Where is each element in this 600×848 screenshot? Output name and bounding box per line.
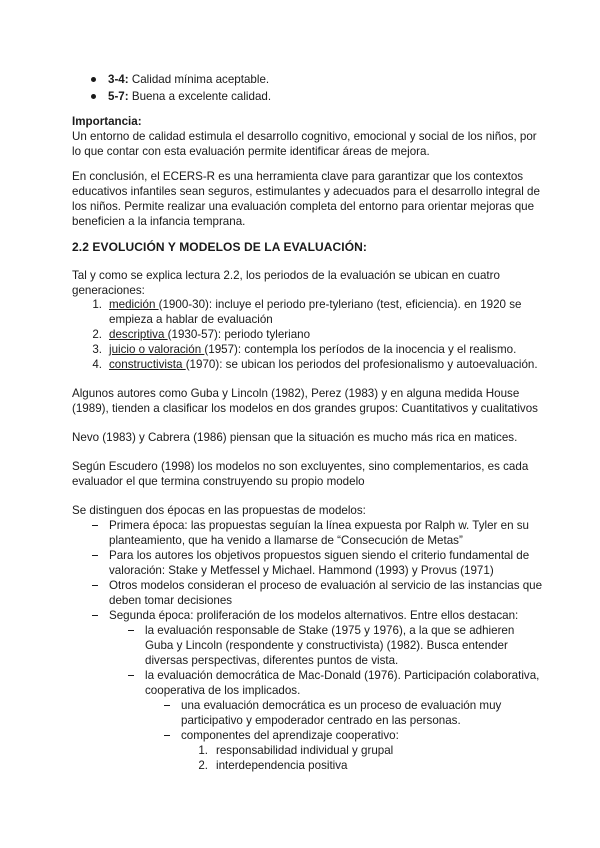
- paragraph-line: lo que contar con esta evaluación permite identificar áreas de mejora.: [72, 145, 430, 158]
- importancia-heading: Importancia:: [72, 115, 142, 128]
- list-number: 4.: [92, 358, 102, 371]
- dash-marker: [164, 735, 170, 736]
- bullet-text: Buena a excelente calidad.: [128, 90, 272, 103]
- list-term: juicio o valoración: [109, 343, 205, 356]
- list-number: 3.: [92, 343, 102, 356]
- paragraph-line: Nevo (1983) y Cabrera (1986) piensan que la situación es mucho más rica en matices.: [72, 431, 518, 444]
- component-item: interdependencia positiva: [216, 759, 348, 772]
- section-heading: 2.2 EVOLUCIÓN Y MODELOS DE LA EVALUACIÓN:: [72, 240, 368, 254]
- dash-marker: [92, 525, 98, 526]
- paragraph-line: Tal y como se explica lectura 2.2, los periodos de la evaluación se ubican en cuatro: [72, 269, 500, 282]
- bullet-dot: [91, 94, 96, 99]
- bullet-bold: 3-4:: [108, 73, 129, 86]
- sub-item-line: diversas perspectivas, diferentes puntos de vista.: [145, 654, 399, 667]
- list-number: 2.: [198, 759, 208, 772]
- sub-item-line: la evaluación democrática de Mac-Donald (1976). Participación colaborativa,: [145, 669, 540, 682]
- dash-item-line: Primera época: las propuestas seguían la línea expuesta por Ralph w. Tyler en su: [109, 519, 529, 532]
- dash-marker: [128, 675, 134, 676]
- dash-marker: [164, 705, 170, 706]
- bullet-dot: [91, 77, 96, 82]
- dash-item-line: Para los autores los objetivos propuestos siguen siendo el criterio fundamental de: [109, 549, 530, 562]
- dash-item-line: valoración: Stake y Metfessel y Michael. Hammond (1993) y Provus (1971): [109, 564, 494, 577]
- paragraph-line: educativos infantiles sean seguros, estimulantes y adecuados para el desarrollo integral de: [72, 185, 540, 198]
- list-term: medición: [109, 298, 159, 311]
- dash-marker: [128, 630, 134, 631]
- list-term: descriptiva: [109, 328, 168, 341]
- dash-item-line: Segunda época: proliferación de los modelos alternativos. Entre ellos destacan:: [109, 609, 519, 622]
- list-item: [109, 342, 516, 357]
- dash-marker: [92, 585, 98, 586]
- bullet-item: [108, 89, 271, 104]
- sub-item-line: la evaluación responsable de Stake (1975 y 1976), a la que se adhieren: [145, 624, 515, 637]
- component-item: responsabilidad individual y grupal: [216, 744, 394, 757]
- dash-item-line: Otros modelos consideran el proceso de evaluación al servicio de las instancias que: [109, 579, 543, 592]
- list-number: 1.: [198, 744, 208, 757]
- paragraph-line: (1989), tienden a clasificar los modelos en dos grandes grupos: Cuantitativos y cualitativos: [72, 402, 538, 415]
- list-text: (1957): contempla los períodos de la inocencia y el realismo.: [204, 343, 517, 356]
- bullet-item: [108, 72, 269, 87]
- list-term: constructivista: [109, 358, 186, 371]
- paragraph-line: los niños. Permite realizar una evaluación completa del entorno para orientar mejoras que: [72, 200, 535, 213]
- paragraph-line: generaciones:: [72, 284, 145, 297]
- subsub-item-line: participativo y empoderador centrado en las personas.: [181, 714, 461, 727]
- paragraph-line: Según Escudero (1998) los modelos no son excluyentes, sino complementarios, es cada: [72, 460, 529, 473]
- subsub-item-line: componentes del aprendizaje cooperativo:: [181, 729, 399, 742]
- paragraph-line: Se distinguen dos épocas en las propuestas de modelos:: [72, 504, 366, 517]
- list-text: (1900-30): incluye el periodo pre-tyleriano (test, eficiencia). en 1920 se: [158, 298, 522, 311]
- bullet-text: Calidad mínima aceptable.: [128, 73, 270, 86]
- paragraph-line: En conclusión, el ECERS-R es una herramienta clave para garantizar que los contextos: [72, 170, 524, 183]
- sub-item-line: Guba y Lincoln (respondente y constructivista) (1982). Busca entender: [145, 639, 508, 652]
- paragraph-line: Algunos autores como Guba y Lincoln (1982), Perez (1983) y en alguna medida House: [72, 387, 520, 400]
- list-item-continuation: empieza a hablar de evaluación: [109, 313, 273, 326]
- bullet-bold: 5-7:: [108, 90, 129, 103]
- list-item: [109, 297, 521, 312]
- paragraph-line: Un entorno de calidad estimula el desarrollo cognitivo, emocional y social de los niños, por: [72, 130, 537, 143]
- sub-item-line: cooperativa de los implicados.: [145, 684, 301, 697]
- list-number: 2.: [92, 328, 102, 341]
- list-item: [109, 357, 538, 372]
- list-text: (1970): se ubican los periodos del profesionalismo y autoevaluación.: [185, 358, 538, 371]
- dash-item-line: planteamiento, que ha venido a llamarse de “Consecución de Metas”: [109, 534, 463, 547]
- dash-marker: [92, 555, 98, 556]
- list-number: 1.: [92, 298, 102, 311]
- list-item: [109, 327, 310, 342]
- paragraph-line: evaluador el que termina construyendo su propio modelo: [72, 475, 365, 488]
- subsub-item-line: una evaluación democrática es un proceso de evaluación muy: [181, 699, 502, 712]
- dash-marker: [92, 615, 98, 616]
- dash-item-line: deben tomar decisiones: [109, 594, 233, 607]
- paragraph-line: beneficien a la infancia temprana.: [72, 215, 246, 228]
- list-text: (1930-57): periodo tyleriano: [167, 328, 311, 341]
